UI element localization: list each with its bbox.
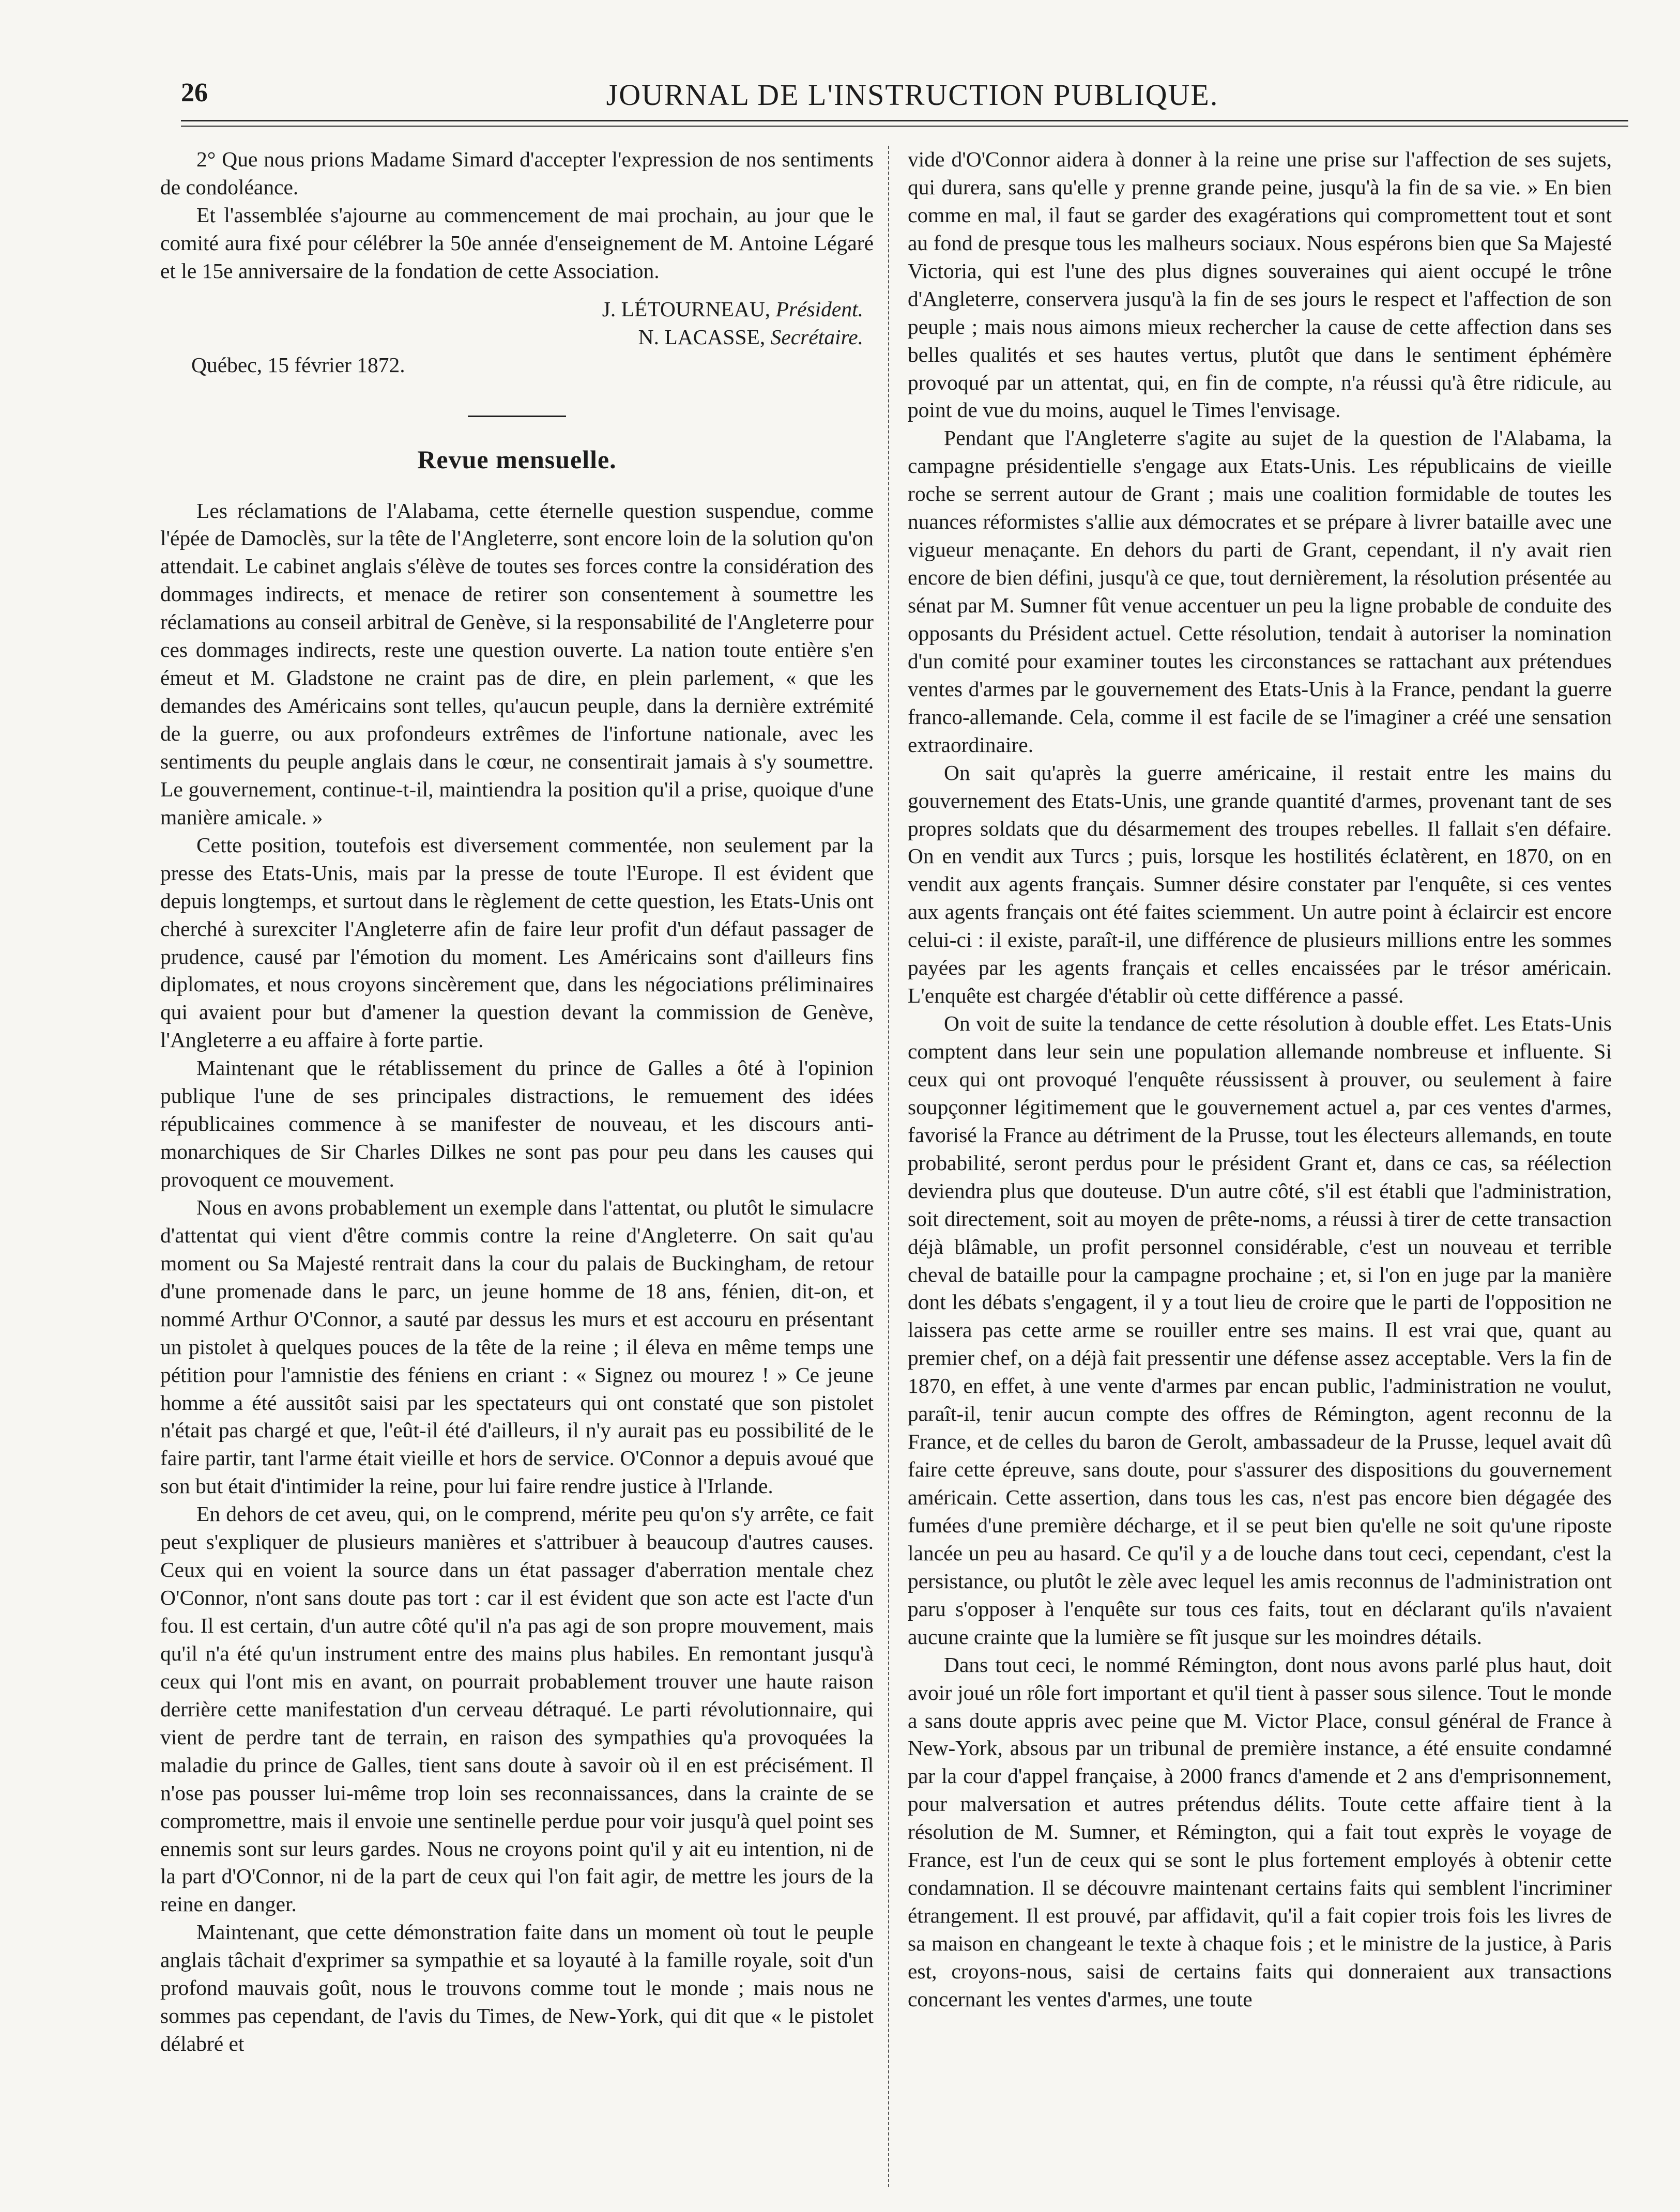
- article-paragraph: Dans tout ceci, le nommé Rémington, dont nous avons parlé plus haut, doit avoir joué un rôle fort important et qu'il tient à passer sous silence. Tout le monde a sans doute appris avec peine que M. Victor Place, consul général de France à New-York, absous par un tribunal de première instance, a été ensuite condamné par la cour d'appel française, à 2000 francs d'amende et 2 ans d'emprisonnement, pour malversation et autres prétendus délits. Toute cette affaire tient à la résolution de M. Sumner, et Rémington, qui a fait tout exprès le voyage de France, est l'un de ceux qui se sont le plus fortement employés à obtenir cette condamnation. Il se découvre maintenant certains faits qui semblent l'incriminer étrangement. Il est prouvé, par affidavit, qu'il a fait copier trois fois les livres de sa maison en changeant le texte à chaque fois ; et le ministre de la justice, à Paris est, croyons-nous, saisi de certains faits qui donneraient aux transactions concernant les ventes d'armes, une toute: [908, 1652, 1612, 2011]
- page-number: 26: [181, 78, 208, 107]
- president-name: J. LÉTOURNEAU,: [602, 297, 771, 321]
- article-paragraph: On voit de suite la tendance de cette résolution à double effet. Les Etats-Unis comptent dans leur sein une population allemande nombreuse et influente. Si ceux qui ont provoqué l'enquête réussissent à prouver, ou seulement à faire soupçonner légitimement que le gouvernement actuel a, par ces ventes d'armes, favorisé la France au détriment de la Prusse, tout les électeurs allemands, en toute probabilité, seront perdus pour le président Grant et, dans ce cas, sa réélection deviendra plus que douteuse. D'un autre côté, s'il est établi que l'administration, soit directement, soit au moyen de prête-noms, a réussi à tirer de cette transaction déjà blâmable, un profit personnel considérable, c'est un nouveau et terrible cheval de bataille pour la campagne prochaine ; et, si l'on en juge par la manière dont les débats s'engagent, il y a tout lieu de croire que le parti de l'opposition ne laissera pas cette arme se rouiller entre ses mains. Il est vrai que, quant au premier chef, on a déjà fait pressentir une défense assez acceptable. Vers la fin de 1870, en effet, à une vente d'armes par encan public, l'administration ne voulut, paraît-il, tenir aucun compte des offres de Rémington, agent reconnu de la France, et de celles du baron de Gerolt, ambassadeur de la Prusse, lequel avait dû faire cette épreuve, sans doute, pour s'assurer des dispositions du gouvernement américain. Cette assertion, dans tous les cas, n'est pas encore bien dégagée des fumées d'une première décharge, et il se peut bien qu'elle ne soit qu'une riposte lancée un peu au hasard. Ce qu'il y a de louche dans tout ceci, cependant, c'est la persistance, ou plutôt le zèle avec lequel les amis reconnus de l'administration ont paru s'opposer à l'enquête sur tous ces faits, tout en déclarant qu'ils n'avaient aucune crainte que la lumière se fît jusque sur les moindres détails.: [908, 1011, 1612, 1649]
- signature-secretary: [160, 324, 874, 351]
- article-paragraph: Nous en avons probablement un exemple dans l'attentat, ou plutôt le simulacre d'attentat qui vient d'être commis contre la reine d'Angleterre. On sait qu'au moment ou Sa Majesté rentrait dans la cour du palais de Buckingham, de retour d'une promenade dans le parc, un jeune homme de 18 ans, fénien, dit-on, et nommé Arthur O'Connor, a sauté par dessus les murs et est accouru en présentant un pistolet à quelques pouces de la tête de la reine ; il éleva en même temps une pétition pour l'amnistie des féniens en criant : « Signez ou mourez ! » Ce jeune homme a été aussitôt saisi par les spectateurs qui ont constaté que son pistolet n'était pas chargé et que, l'eût-il été d'ailleurs, il n'y aurait pas eu possibilité de le faire partir, tant l'arme était vieille et hors de service. O'Connor a depuis avoué que son but était d'intimider la reine, pour lui faire rendre justice à l'Irlande.: [160, 1195, 874, 1498]
- place-date: Québec, 15 février 1872.: [191, 352, 405, 377]
- article-paragraph: Maintenant, que cette démonstration faite dans un moment où tout le peuple anglais tâchait d'exprimer sa sympathie et sa loyauté à la famille royale, soit d'un profond mauvais goût, nous le trouvons comme tout le monde ; mais nous ne sommes pas cependant, de l'avis du Times, de New-York, qui dit que « le pistolet délabré et: [160, 1920, 874, 2056]
- left-column: [160, 146, 874, 2058]
- article-paragraph: vide d'O'Connor aidera à donner à la reine une prise sur l'affection de ses sujets, qui durera, sans qu'elle y prenne grande peine, jusqu'à la fin de sa vie. » En bien comme en mal, il faut se garder des exagérations qui compromettent tout et sont au fond de presque tous les malheurs sociaux. Nous espérons bien que Sa Majesté Victoria, qui est l'une des plus dignes souveraines qui aient occupé le trône d'Angleterre, conservera jusqu'à la fin de ses jours le respect et l'affection de son peuple ; mais nous aimons mieux rechercher la cause de cette affection dans ses belles qualités et ses hautes vertus, plutôt que dans le sentiment éphémère provoqué par un attentat, qui, en fin de compte, n'a réussi qu'à être ridicule, au point de vue du moins, auquel le Times l'envisage.: [908, 147, 1612, 422]
- resolution-paragraph: 2° Que nous prions Madame Simard d'accepter l'expression de nos sentiments de condoléance.: [160, 147, 874, 199]
- article-paragraph: Cette position, toutefois est diversement commentée, non seulement par la presse des Etats-Unis, mais par la presse de toute l'Europe. Il est évident que depuis longtemps, et surtout dans le règlement de cette question, les Etats-Unis ont cherché à surexciter l'Angleterre afin de faire leur profit d'un défaut passager de prudence, causé par l'émotion du moment. Les Américains sont d'ailleurs fins diplomates, et nous croyons sincèrement que, dans les négociations préliminaires qui avaient pour but d'amener la question devant la commission de Genève, l'Angleterre a eu affaire à forte partie.: [160, 833, 874, 1052]
- section-title: Revue mensuelle.: [417, 444, 617, 474]
- president-role: Président.: [775, 297, 863, 321]
- right-column: [908, 146, 1612, 2014]
- journal-title: JOURNAL DE L'INSTRUCTION PUBLIQUE.: [606, 78, 1219, 112]
- page-header: [181, 78, 1499, 114]
- header-rule: [181, 120, 1628, 127]
- article-paragraph: Pendant que l'Angleterre s'agite au sujet de la question de l'Alabama, la campagne présidentielle s'engage aux Etats-Unis. Les républicains de vieille roche se serrent autour de Grant ; mais une coalition formidable de toutes les nuances réformistes s'allie aux démocrates et se prépare à livrer bataille avec une vigueur menaçante. En dehors du parti de Grant, cependant, il n'y avait rien encore de bien défini, jusqu'à ce que, tout dernièrement, la résolution présentée au sénat par M. Sumner fût venue accentuer un peu la ligne probable de conduite des opposants du Président actuel. Cette résolution, tendait à autoriser la nomination d'un comité pour examiner toutes les circonstances se rattachant aux prétendues ventes d'armes par le gouvernement des Etats-Unis à la France, pendant la guerre franco-allemande. Cela, comme il est facile de se l'imaginer a créé une sensation extraordinaire.: [908, 426, 1612, 757]
- secretary-role: Secrétaire.: [770, 325, 863, 349]
- article-paragraph: On sait qu'après la guerre américaine, il restait entre les mains du gouvernement des Etats-Unis, une grande quantité d'armes, provenant tant de ses propres soldats que du désarmement des troupes rebelles. Il fallait s'en défaire. On en vendit aux Turcs ; puis, lorsque les hostilités éclatèrent, en 1870, on en vendit aux agents français. Sumner désire constater par l'enquête, si ces ventes aux agents français ont été faites sciemment. Un autre point à éclaircir est encore celui-ci : il existe, paraît-il, une différence de plusieurs millions entre les sommes payées par les agents français et celles encaissées par le trésor américain. L'enquête est chargée d'établir où cette différence a passé.: [908, 760, 1612, 1008]
- article-paragraph: Maintenant que le rétablissement du prince de Galles a ôté à l'opinion publique l'une de ses principales distractions, le remuement des idées républicaines commence à se manifester de nouveau, et les discours anti-monarchiques de Sir Charles Dilkes ne sont pas pour peu dans les causes qui provoquent ce mouvement.: [160, 1056, 874, 1191]
- article-paragraph: Les réclamations de l'Alabama, cette éternelle question suspendue, comme l'épée de Damoclès, sur la tête de l'Angleterre, sont encore loin de la solution qu'on attendait. Le cabinet anglais s'élève de toutes ses forces contre la considération des dommages indirects, et menace de retirer son consentement à soumettre les réclamations au conseil arbitral de Genève, si la responsabilité de l'Angleterre pour ces dommages indirects, reste une question ouverte. La nation toute entière s'en émeut et M. Gladstone ne craint pas de dire, en plein parlement, « que les demandes des Américains sont telles, qu'aucun peuple, dans la dernière extrémité de la guerre, ou aux profondeurs extrêmes de l'infortune nationale, avec les sentiments du peuple anglais dans le cœur, ne consentirait jamais à s'y soumettre. Le gouvernement, continue-t-il, maintiendra la position qu'il a prise, quoique d'une manière amicale. »: [160, 498, 874, 829]
- section-separator: [468, 416, 566, 417]
- article-paragraph: En dehors de cet aveu, qui, on le comprend, mérite peu qu'on s'y arrête, ce fait peut s'expliquer de plusieurs manières et s'attribuer à beaucoup d'autres causes. Ceux qui en voient la source dans un état passager d'aberration mentale chez O'Connor, n'ont sans doute pas tort : car il est évident que son acte est l'acte d'un fou. Il est certain, d'un autre côté qu'il n'a pas agi de son propre mouvement, mais qu'il n'a été qu'un instrument entre des mains plus habiles. En remontant jusqu'à ceux qui l'ont mis en avant, on pourrait probablement trouver une haute raison derrière cette manifestation d'un cerveau détraqué. Le parti révolutionnaire, qui vient de perdre tant de terrain, en raison des sympathies qu'a provoquées la maladie du prince de Galles, tient sans doute à savoir où il en est précisément. Il n'ose pas pousser lui-même trop loin ses reconnaissances, dans la crainte de se compromettre, mais il envoie une sentinelle perdue pour voir jusqu'à quel point ses ennemis sont sur leurs gardes. Nous ne croyons point qu'il y ait eu intention, ni de la part d'O'Connor, ni de la part de ceux qui l'on fait agir, de mettre les jours de la reine en danger.: [160, 1502, 874, 1916]
- column-divider: [888, 146, 889, 2187]
- signature-president: [160, 296, 874, 324]
- secretary-name: N. LACASSE,: [638, 325, 766, 349]
- assembly-paragraph: Et l'assemblée s'ajourne au commencement de mai prochain, au jour que le comité aura fixé pour célébrer la 50e année d'enseignement de M. Antoine Légaré et le 15e anniversaire de la fondation de cette Association.: [160, 203, 874, 283]
